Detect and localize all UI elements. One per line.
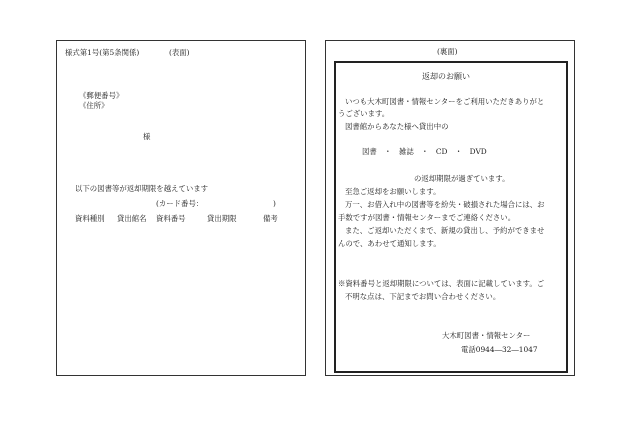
notice-title: 返却のお願い (422, 72, 470, 81)
para3-line1: また、ご返却いただくまで、新規の貸出し、予約ができませ (345, 226, 545, 235)
para1-line2: うございます。 (338, 109, 390, 118)
address-label: 《住所》 (79, 101, 109, 110)
para2-line2: 手数ですが図書・情報センターまでご連絡ください。 (338, 213, 516, 222)
return-request: 至急ご返却をお願いします。 (345, 187, 441, 196)
para2-line1: 万一、お借入れ中の図書等を紛失・破損された場合には、お (345, 200, 545, 209)
form-label: 様式第1号(第5条関係) (65, 48, 140, 57)
back-side-label: (裏面) (437, 47, 458, 56)
note-line1: ※資料番号と返却期限については、表面に記載しています。ご (338, 279, 545, 288)
front-side-label: (表面) (169, 48, 190, 57)
back-panel (325, 40, 575, 376)
para3-line2: んので、あわせて通知します。 (338, 239, 441, 248)
table-header-due-date: 貸出期限 (207, 214, 237, 223)
para1-line3: 図書館からあなた様へ貸出中の (345, 122, 449, 131)
table-header-remarks: 備考 (263, 214, 278, 223)
overdue-notice: 以下の図書等が返却期限を越えています (75, 184, 209, 193)
deadline-passed: の返却期限が過ぎています。 (414, 174, 510, 183)
card-number-label: (カード番号： (156, 199, 204, 208)
phone-number: 電話0944―32―1047 (461, 345, 538, 354)
table-header-item-number: 資料番号 (156, 214, 186, 223)
postal-code-label: 《郵便番号》 (79, 91, 124, 100)
item-types: 図書 ・ 雑誌 ・ CD ・ DVD (362, 147, 487, 156)
table-header-library: 貸出館名 (117, 214, 147, 223)
card-number-close: ) (273, 199, 276, 208)
table-header-type: 資料種別 (75, 214, 105, 223)
organization-name: 大木町図書・情報センター (442, 331, 531, 340)
front-panel (56, 40, 306, 376)
note-line2: 不明な点は、下記までお問い合わせください。 (345, 292, 501, 301)
honorific: 様 (143, 132, 151, 141)
para1-line1: いつも大木町図書・情報センターをご利用いただきありがと (345, 97, 545, 106)
